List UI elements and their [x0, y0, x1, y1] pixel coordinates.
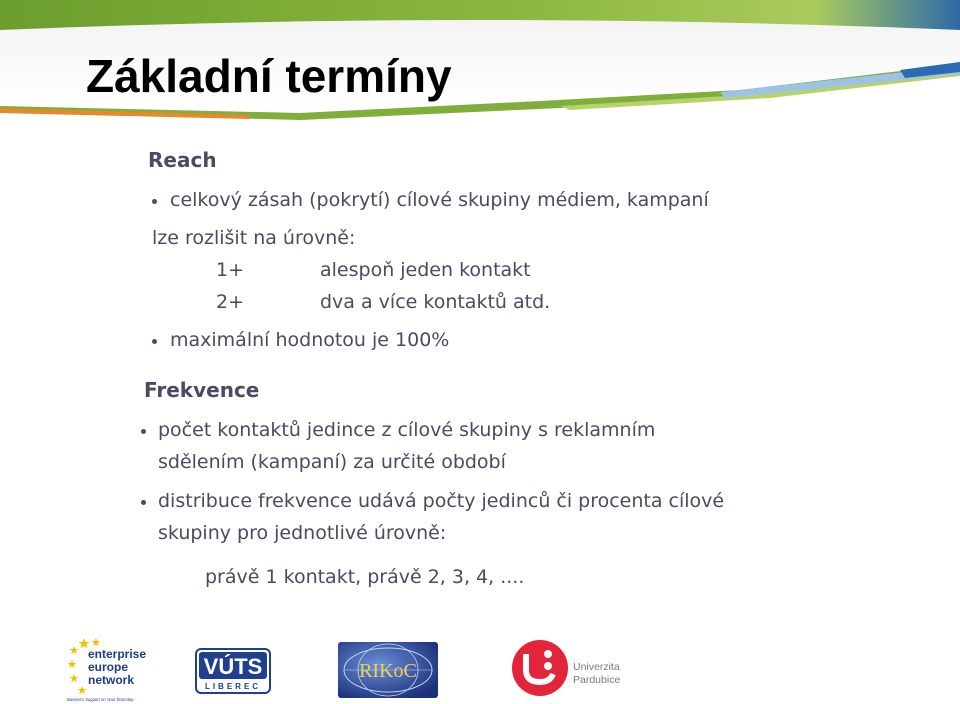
frequency-heading: Frekvence	[144, 378, 260, 402]
bullet-dot	[141, 429, 146, 434]
reach-level-1-value: 1+	[216, 259, 245, 281]
vuts-sub: LIBEREC	[204, 682, 262, 691]
frequency-example: právě 1 kontakt, právě 2, 3, 4, ....	[205, 566, 525, 588]
rikoc-globe-icon	[338, 642, 438, 698]
reach-heading: Reach	[148, 148, 217, 172]
upce-line-1: Univerzita	[573, 661, 620, 673]
vuts-liberec-logo	[195, 648, 271, 694]
reach-level-2-value: 2+	[216, 291, 245, 313]
rikoc-logo	[338, 642, 438, 698]
reach-level-1-desc: alespoň jeden kontakt	[320, 259, 531, 281]
univerzita-pardubice-logo	[510, 634, 630, 700]
rikoc-name: RIKoC	[359, 660, 417, 682]
vuts-badge-icon	[195, 648, 271, 694]
reach-bullet-1: celkový zásah (pokrytí) cílové skupiny médiem, kampaní	[170, 189, 709, 211]
bullet-dot	[141, 500, 146, 505]
footer-logos	[0, 626, 960, 704]
bullet-dot	[152, 199, 157, 204]
upce-mark-icon	[510, 634, 630, 700]
frequency-bullet-2-line-2: skupiny pro jednotlivé úrovně:	[158, 522, 447, 544]
een-line-2: europe	[88, 660, 129, 674]
enterprise-europe-network-logo	[66, 634, 146, 704]
bullet-dot	[152, 339, 157, 344]
een-line-1: enterprise	[88, 647, 146, 661]
een-line-3: network	[88, 673, 135, 687]
reach-bullet-2: maximální hodnotou je 100%	[170, 329, 450, 351]
frequency-bullet-1-line-2: sdělením (kampaní) za určité období	[158, 451, 506, 473]
reach-levels-intro: lze rozlišit na úrovně:	[152, 227, 356, 249]
vuts-name: VÚTS	[203, 654, 263, 679]
frequency-bullet-1-line-1: počet kontaktů jedince z cílové skupiny s reklamním	[158, 419, 656, 441]
een-tagline: Business Support on Your Doorstep	[67, 697, 134, 702]
frequency-bullet-2-line-1: distribuce frekvence udává počty jedinců či procenta cílové	[158, 490, 725, 512]
slide-title: Základní termíny	[86, 50, 452, 102]
een-stars-icon	[66, 634, 146, 704]
upce-line-2: Pardubice	[573, 674, 621, 686]
reach-level-2-desc: dva a více kontaktů atd.	[320, 291, 551, 313]
